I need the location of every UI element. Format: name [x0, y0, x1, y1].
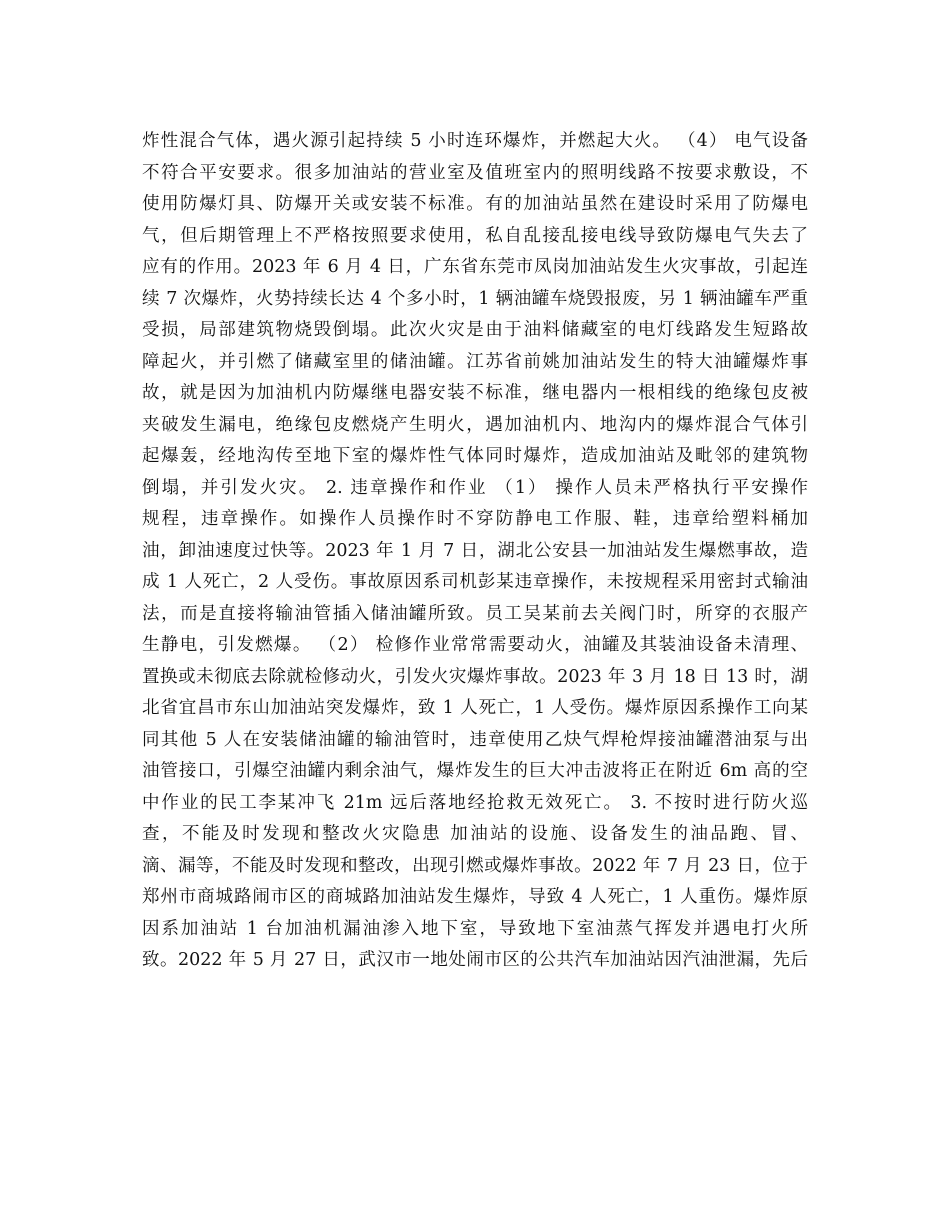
text-line: 受损，局部建筑物烧毁倒塌。此次火灾是由于油料储藏室的电灯线路发生短路故 — [142, 320, 808, 340]
text-line: 因系加油站 1 台加油机漏油渗入地下室，导致地下室油蒸气挥发并遇电打火所 — [142, 918, 808, 939]
text-line: 故，就是因为加油机内防爆继电器安装不标准，继电器内一根相线的绝缘包皮被 — [142, 383, 808, 403]
text-line: 起爆轰，经地沟传至地下室的爆炸性气体同时爆炸，造成加油站及毗邻的建筑物 — [142, 446, 808, 466]
text-line: 滴、漏等，不能及时发现和整改，出现引燃或爆炸事故。2022 年 7 月 23 日，位于 — [142, 855, 808, 876]
text-line: 中作业的民工李某冲飞 21m 远后落地经抢救无效死亡。 3. 不按时进行防火巡 — [142, 792, 808, 813]
text-line: 同其他 5 人在安装储油罐的输油管时，违章使用乙炔气焊枪焊接油罐潜油泵与出 — [142, 729, 808, 750]
text-line: 油管接口，引爆空油罐内剩余油气，爆炸发生的巨大冲击波将正在附近 6m 高的空 — [142, 761, 808, 781]
text-line: 致。2022 年 5 月 27 日，武汉市一地处闹市区的公共汽车加油站因汽油泄漏，先后 — [142, 950, 808, 970]
body-text — [142, 126, 808, 977]
text-line: 不符合平安要求。很多加油站的营业室及值班室内的照明线路不按要求敷设，不 — [142, 162, 808, 183]
text-line: 倒塌，并引发火灾。 2. 违章操作和作业 （1） 操作人员未严格执行平安操作 — [142, 477, 808, 498]
text-line: 应有的作用。2023 年 6 月 4 日，广东省东莞市凤岗加油站发生火灾事故，引起连 — [142, 257, 808, 277]
text-line: 续 7 次爆炸，火势持续长达 4 个多小时，1 辆油罐车烧毁报废，另 1 辆油罐车严重 — [142, 288, 808, 309]
text-line: 北省宜昌市东山加油站突发爆炸，致 1 人死亡，1 人受伤。爆炸原因系操作工向某 — [142, 698, 808, 718]
text-line: 使用防爆灯具、防爆开关或安装不标准。有的加油站虽然在建设时采用了防爆电 — [142, 194, 808, 214]
text-line: 置换或未彻底去除就检修动火，引发火灾爆炸事故。2023 年 3 月 18 日 13 时，湖 — [142, 666, 808, 687]
text-line: 障起火，并引燃了储藏室里的储油罐。江苏省前姚加油站发生的特大油罐爆炸事 — [142, 351, 808, 372]
text-line: 气，但后期管理上不严格按照要求使用，私自乱接乱接电线导致防爆电气失去了 — [142, 225, 808, 246]
text-line: 规程，违章操作。如操作人员操作时不穿防静电工作服、鞋，违章给塑料桶加 — [142, 509, 808, 529]
text-line: 生静电，引发燃爆。 （2） 检修作业常常需要动火，油罐及其装油设备未清理、 — [142, 635, 808, 655]
text-line: 郑州市商城路闹市区的商城路加油站发生爆炸，导致 4 人死亡，1 人重伤。爆炸原 — [142, 887, 808, 907]
text-line: 油，卸油速度过快等。2023 年 1 月 7 日，湖北公安县一加油站发生爆燃事故，造 — [142, 540, 808, 561]
text-line: 成 1 人死亡，2 人受伤。事故原因系司机彭某违章操作，未按规程采用密封式输油 — [142, 572, 808, 592]
text-line: 法，而是直接将输油管插入储油罐所致。员工吴某前去关阀门时，所穿的衣服产 — [142, 603, 808, 624]
text-line: 查，不能及时发现和整改火灾隐患 加油站的设施、设备发生的油品跑、冒、 — [142, 824, 808, 844]
text-line: 夹破发生漏电，绝缘包皮燃烧产生明火，遇加油机内、地沟内的爆炸混合气体引 — [142, 414, 808, 435]
text-line: 炸性混合气体，遇火源引起持续 5 小时连环爆炸，并燃起大火。 （4） 电气设备 — [142, 131, 808, 151]
